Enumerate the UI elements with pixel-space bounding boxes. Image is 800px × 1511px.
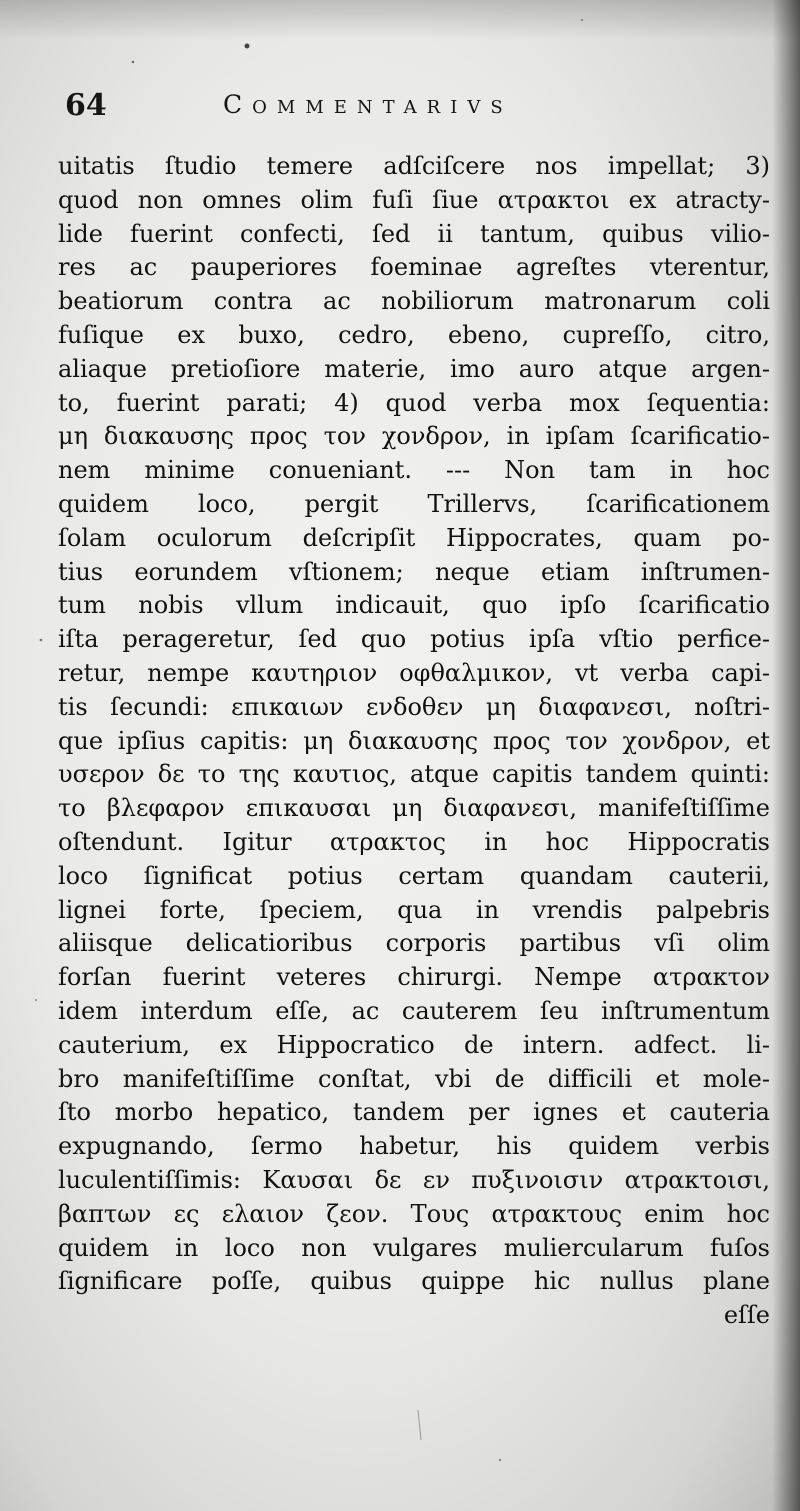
text-line: quidem loco, pergit Trillervs, ſcarificationem [58,489,770,518]
page-header [65,88,665,128]
text-line: res ac pauperiores foeminae agreſtes vterentur, [58,253,770,282]
text-line: idem interdum eſſe, ac cauterem ſeu inſtrumentum [58,996,770,1025]
text-line: uitatis ſtudio temere adſciſcere nos impellat; 3) [58,152,770,180]
text-line: oſtendunt. Igitur ατρακτος in hoc Hippocratis [58,827,770,856]
text-line: loco ſignificat potius certam quandam cauterii, [58,861,770,890]
text-line: lignei forte, ſpeciem, qua in vrendis palpebris [58,895,770,924]
running-head: Commentarivs [223,90,513,119]
text-line: tis ſecundi: επικαιων ενδοθεν μη διαφανεσι, noſtri- [58,692,770,721]
text-line: to, fuerint parati; 4) quod verba mox ſequentia: [58,388,770,417]
text-line: expugnando, ſermo habetur, his quidem verbis [58,1132,770,1161]
text-line: quod non omnes olim fuſi ſiue ατρακτοι ex atracty- [58,185,770,214]
text-line: forſan fuerint veteres chirurgi. Nempe ατρακτον [58,963,770,992]
page-number: 64 [65,88,107,123]
text-line: bro manifeſtiſſime conſtat, vbi de difficili et mole- [58,1064,770,1093]
text-line: lide fuerint confecti, ſed ii tantum, quibus vilio- [58,219,770,248]
text-line: υσερον δε το της καυτιος, atque capitis tandem quinti: [58,760,770,789]
text-line: tius eorundem vſtionem; neque etiam inſtrumen- [58,557,770,586]
text-line: eſſe [723,1301,770,1330]
text-line: cauterium, ex Hippocratico de intern. adfect. li- [58,1030,770,1059]
text-line: ſolam oculorum deſcripſit Hippocrates, quam po- [58,523,770,552]
text-line: fuſique ex buxo, cedro, ebeno, cupreſſo, citro, [58,320,770,349]
text-line: ſignificare poſſe, quibus quippe hic nullus plane [58,1267,770,1296]
text-line: nem minime conueniant. --- Non tam in hoc [58,456,770,485]
text-line: ſto morbo hepatico, tandem per ignes et cauteria [58,1098,770,1127]
text-line: aliisque delicatioribus corporis partibus vſi olim [58,929,770,958]
body-text [58,150,770,1333]
text-line: βαπτων ες ελαιον ζεον. Τους ατρακτους enim hoc [58,1199,770,1228]
text-line: que ipſius capitis: μη διακαυσης προς τον χονδρον, et [58,726,770,755]
page-gutter-shadow [772,0,800,1511]
top-shadow [0,0,800,40]
text-line: quidem in loco non vulgares muliercularum fuſos [58,1233,770,1262]
text-line: aliaque pretioſiore materie, imo auro atque argen- [58,354,770,383]
text-line: retur, nempe καυτηριον οφθαλμικον, vt verba capi- [58,658,770,687]
text-line: luculentiſſimis: Καυσαι δε εν πυξινοισιν ατρακτοισι, [58,1165,770,1194]
text-line: μη διακαυσης προς τον χονδρον, in ipſam ſcarificatio- [58,422,770,451]
text-line: tum nobis vllum indicauit, quo ipſo ſcarificatio [58,591,770,620]
text-line: το βλεφαρον επικαυσαι μη διαφανεσι, manifeſtiſſime [58,794,770,823]
text-line: beatiorum contra ac nobiliorum matronarum coli [58,287,770,316]
text-line: iſta perageretur, ſed quo potius ipſa vſtio perfice- [58,625,770,654]
